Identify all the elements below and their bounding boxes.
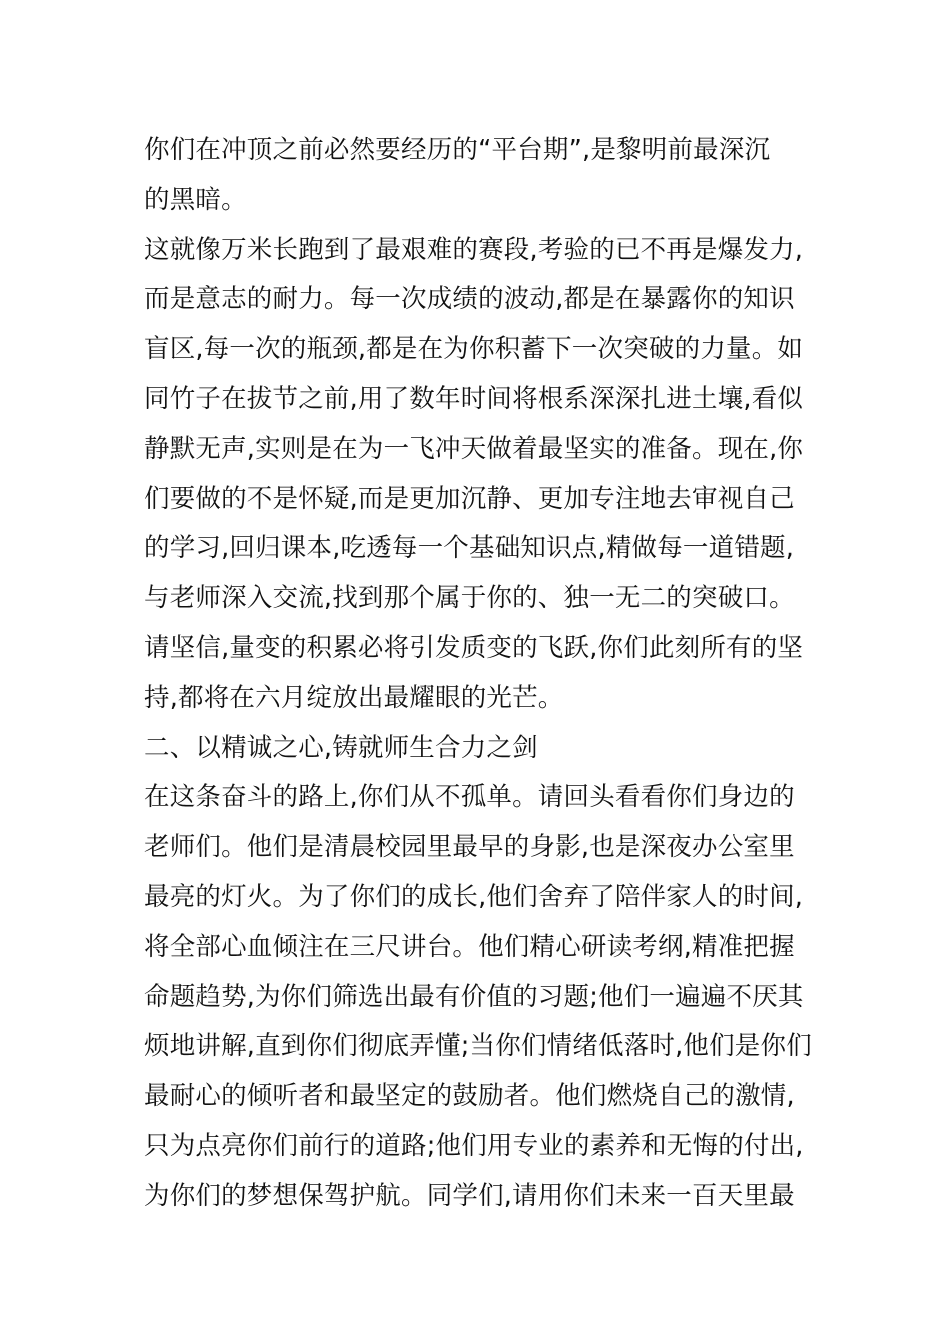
text-line: 你们在冲顶之前必然要经历的“平台期”,是黎明前最深沉: [144, 135, 771, 165]
text-line: 最亮的灯火。为了你们的成长,他们舍弃了陪伴家人的时间,: [144, 881, 804, 912]
text-line: 而是意志的耐力。每一次成绩的波动,都是在暴露你的知识: [144, 284, 795, 315]
text-line: 在这条奋斗的路上,你们从不孤单。请回头看看你们身边的: [144, 782, 795, 813]
text-line: 们要做的不是怀疑,而是更加沉静、更加专注地去审视自己: [144, 483, 795, 514]
text-line: 持,都将在六月绽放出最耀眼的光芒。: [144, 682, 564, 713]
text-line: 这就像万米长跑到了最艰难的赛段,考验的已不再是爆发力,: [144, 234, 804, 265]
text-line: 为你们的梦想保驾护航。同学们,请用你们未来一百天里最: [144, 1180, 795, 1211]
section-heading: 二、以精诚之心,铸就师生合力之剑: [144, 732, 538, 763]
text-line: 与老师深入交流,找到那个属于你的、独一无二的突破口。: [144, 583, 795, 614]
text-line: 老师们。他们是清晨校园里最早的身影,也是深夜办公室里: [144, 832, 795, 863]
text-line: 烦地讲解,直到你们彻底弄懂;当你们情绪低落时,他们是你们: [144, 1031, 812, 1062]
text-line: 的学习,回归课本,吃透每一个基础知识点,精做每一道错题,: [144, 533, 795, 564]
text-line: 静默无声,实则是在为一飞冲天做着最坚实的准备。现在,你: [144, 433, 804, 464]
text-line: 同竹子在拔节之前,用了数年时间将根系深深扎进土壤,看似: [144, 383, 804, 414]
text-line: 盲区,每一次的瓶颈,都是在为你积蓄下一次突破的力量。如: [144, 334, 804, 365]
body-text: [144, 126, 812, 1222]
text-line: 只为点亮你们前行的道路;他们用专业的素养和无悔的付出,: [144, 1130, 804, 1161]
text-line: 将全部心血倾注在三尺讲台。他们精心研读考纲,精准把握: [144, 931, 795, 962]
text-line: 最耐心的倾听者和最坚定的鼓励者。他们燃烧自己的激情,: [144, 1081, 795, 1112]
text-line: 的黑暗。: [144, 184, 247, 215]
text-line: 请坚信,量变的积累必将引发质变的飞跃,你们此刻所有的坚: [144, 632, 804, 663]
text-line: 命题趋势,为你们筛选出最有价值的习题;他们一遍遍不厌其: [144, 981, 804, 1012]
